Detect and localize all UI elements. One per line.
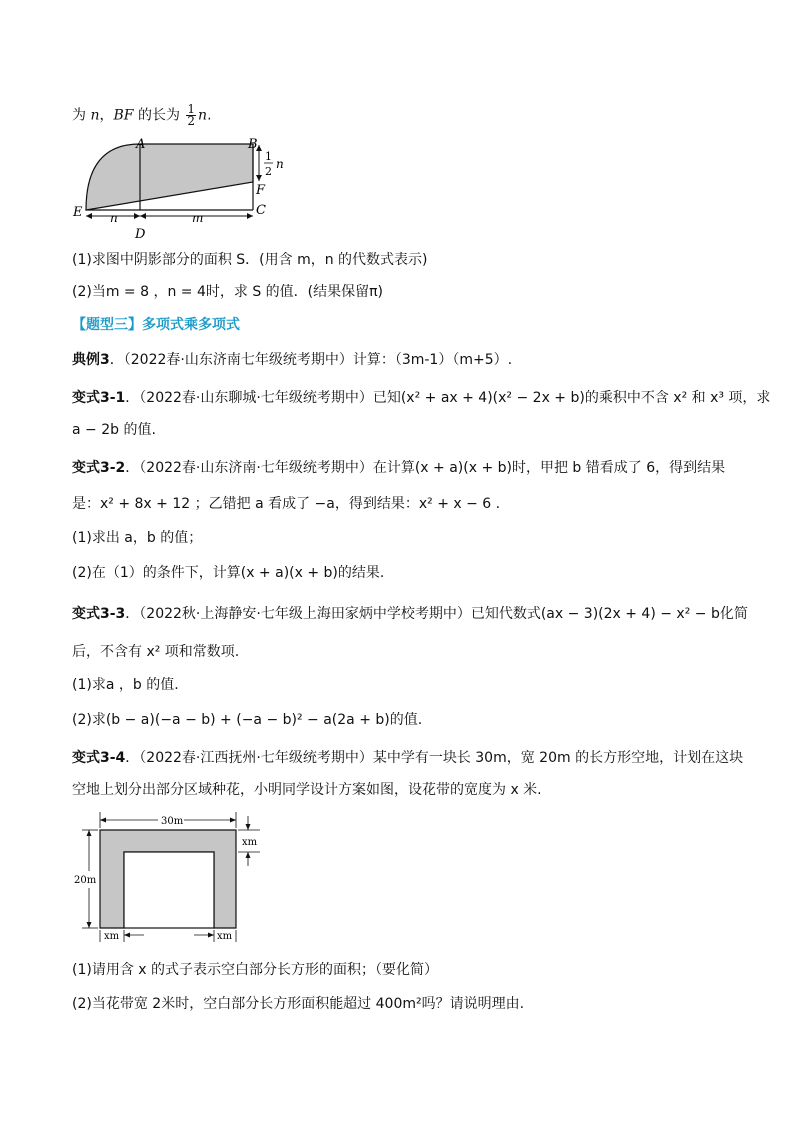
intro-bf: BF: [113, 107, 134, 124]
variant-3-3-line2: 后，不含有 x² 项和常数项.: [72, 644, 240, 660]
variant-3-4-text: ．（2022春·江西抚州·七年级统考期中）某中学有一块长 30m，宽 20m 的长方形空地，计划在这块: [125, 750, 744, 766]
variant-3-4-line1: [72, 748, 743, 768]
example-3-label: 典例3: [72, 352, 110, 368]
frac-num: 1: [187, 102, 196, 116]
variant-3-4-q1: (1)请用含 x 的式子表示空白部分长方形的面积；（要化简）: [72, 962, 439, 978]
variant-3-1-label: 变式3-1: [72, 390, 126, 406]
label-half-num: 1: [265, 150, 272, 163]
label-half-den: 2: [265, 165, 272, 178]
shaded-area: [86, 144, 253, 210]
variant-3-2-q2: (2)在（1）的条件下，计算(x + a)(x + b)的结果.: [72, 565, 385, 581]
intro-mid2: 的长为: [133, 107, 180, 124]
intro-line: [72, 104, 212, 127]
example-3: [72, 350, 512, 370]
variant-3-4-q2: (2)当花带宽 2米时，空白部分长方形面积能超过 400m²吗？请说明理由.: [72, 996, 525, 1012]
intro-n2: n: [198, 107, 208, 124]
intro-pre: 为: [72, 107, 86, 124]
variant-3-3-text: ．（2022秋·上海静安·七年级上海田家炳中学校考期中）已知代数式(ax − 3)(2x + 4) − x² − b化简: [125, 606, 748, 622]
intro-mid: ，: [99, 107, 114, 124]
label-xm-bottom-left: xm: [104, 931, 120, 942]
blank-rect: [124, 852, 214, 928]
variant-3-4-label: 变式3-4: [72, 750, 126, 766]
variant-3-3-line1: [72, 604, 748, 624]
variant-3-1-text: ．（2022春·山东聊城·七年级统考期中）已知(x² + ax + 4)(x² − 2x + b)的乘积中不含 x² 和 x³ 项，求: [125, 390, 771, 406]
variant-3-2-q1: (1)求出 a，b 的值；: [72, 530, 203, 546]
variant-3-2-line1: [72, 458, 725, 478]
label-xm-bottom-right: xm: [217, 931, 233, 942]
variant-3-4-line2: 空地上划分出部分区域种花，小明同学设计方案如图，设花带的宽度为 x 米.: [72, 782, 542, 798]
label-D: D: [135, 227, 146, 242]
figure-shaded-region: [70, 136, 300, 244]
label-n: n: [110, 211, 118, 225]
label-F: F: [256, 183, 266, 198]
variant-3-3-q2: (2)求(b − a)(−a − b) + (−a − b)² − a(2a + b)的值.: [72, 712, 423, 728]
p1-q2: (2)当m = 8 ，n = 4时，求 S 的值．(结果保留π): [72, 284, 384, 300]
variant-3-3-label: 变式3-3: [72, 606, 126, 622]
section-title: 【题型三】多项式乘多项式: [72, 317, 240, 333]
variant-3-2-line2: 是：x² + 8x + 12 ；乙错把 a 看成了 −a，得到结果：x² + x − 6 .: [72, 496, 501, 512]
label-m: m: [192, 211, 204, 225]
label-E: E: [73, 205, 83, 220]
label-20m: 20m: [74, 875, 97, 886]
variant-3-3-q1: (1)求a ，b 的值.: [72, 677, 179, 693]
variant-3-1-line1: [72, 388, 770, 408]
variant-3-2-label: 变式3-2: [72, 460, 126, 476]
label-C: C: [256, 203, 266, 218]
label-30m: 30m: [161, 816, 184, 827]
label-xm-right: xm: [242, 837, 258, 848]
label-half-n: n: [276, 157, 284, 171]
frac-den: 2: [187, 114, 196, 128]
figure-flower-plan: [72, 808, 272, 948]
label-A: A: [136, 137, 146, 152]
intro-end: .: [207, 107, 212, 124]
p1-q1: (1)求图中阴影部分的面积 S．(用含 m，n 的代数式表示): [72, 252, 428, 268]
variant-3-2-text: ．（2022春·山东济南·七年级统考期中）在计算(x + a)(x + b)时，甲把 b 错看成了 6，得到结果: [125, 460, 726, 476]
label-B: B: [248, 137, 258, 152]
intro-n: n: [90, 107, 100, 124]
intro-fraction: [186, 104, 196, 127]
variant-3-1-line2: a − 2b 的值.: [72, 422, 156, 438]
example-3-text: ．（2022春·山东济南七年级统考期中）计算：（3m-1）（m+5）.: [109, 352, 513, 368]
